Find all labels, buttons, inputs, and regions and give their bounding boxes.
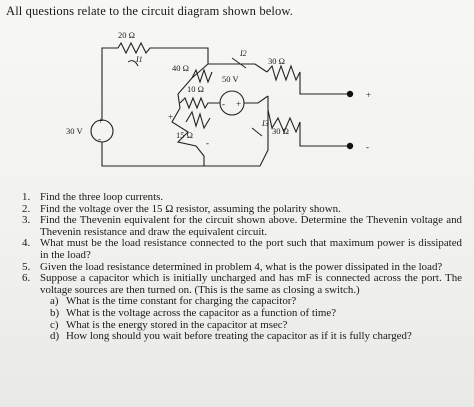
- label-source-minus: -: [222, 99, 225, 109]
- terminal-negative: [347, 143, 353, 149]
- label-15-ohm: 15 Ω: [176, 130, 193, 140]
- question-item: 1. Find the three loop currents.: [22, 191, 164, 203]
- label-i1: I1: [136, 55, 143, 64]
- label-10-ohm: 10 Ω: [187, 84, 204, 94]
- label-15-plus: +: [168, 112, 174, 122]
- label-20-ohm: 20 Ω: [118, 30, 135, 40]
- question-item: 5. Given the load resistance determined in problem 4, what is the power dissipated in the load?: [22, 260, 443, 273]
- question-item: 6. Suppose a capacitor which is initially uncharged and has mF is connected across the port. The voltage sources are then turned on. (This is the same as closing a switch.) a) What is the time constant for charging the capacitor? b) What is the voltage across the capacitor as a function of time? c) What is the energy stored in the capacitor at msec? d) How long should you wait before treating the capacitor as if it is fully charged?: [22, 272, 462, 343]
- label-i2: I2: [240, 49, 247, 58]
- sub-question-item: a) What is the time constant for charging the capacitor?: [50, 295, 297, 308]
- label-15-minus: -: [206, 138, 209, 148]
- label-30-ohm-bottom: 30 Ω: [272, 126, 289, 136]
- question-item: 4. What must be the load resistance connected to the port such that maximum power is dissipated in the load?: [22, 237, 462, 261]
- sub-question-item: d) How long should you wait before treating the capacitor as if it is fully charged?: [50, 330, 412, 343]
- label-30-ohm-top: 30 Ω: [268, 56, 285, 66]
- label-terminal-plus: +: [366, 90, 372, 100]
- label-i3: I3: [262, 119, 269, 128]
- label-terminal-minus: -: [366, 142, 369, 152]
- question-list: [22, 192, 462, 343]
- label-30v-minus: -: [98, 134, 101, 144]
- label-30v: 30 V: [66, 126, 83, 136]
- terminal-positive: [347, 91, 353, 97]
- label-50v: 50 V: [222, 74, 239, 84]
- label-40-ohm: 40 Ω: [172, 63, 189, 73]
- sub-question-item: c) What is the energy stored in the capacitor at msec?: [50, 318, 288, 331]
- circuit-diagram: [0, 24, 474, 190]
- label-30v-plus: +: [98, 116, 104, 126]
- label-source-plus: +: [236, 99, 242, 109]
- question-item: 2. Find the voltage over the 15 Ω resistor, assuming the polarity shown.: [22, 202, 341, 215]
- intro-text: All questions relate to the circuit diagram shown below.: [6, 4, 294, 18]
- sub-question-item: b) What is the voltage across the capacitor as a function of time?: [50, 306, 337, 319]
- sub-question-list: [40, 296, 462, 342]
- question-item: 3. Find the Thevenin equivalent for the circuit shown above. Determine the Thevenin voltage and Thevenin resistance and draw the equivalent circuit.: [22, 214, 462, 238]
